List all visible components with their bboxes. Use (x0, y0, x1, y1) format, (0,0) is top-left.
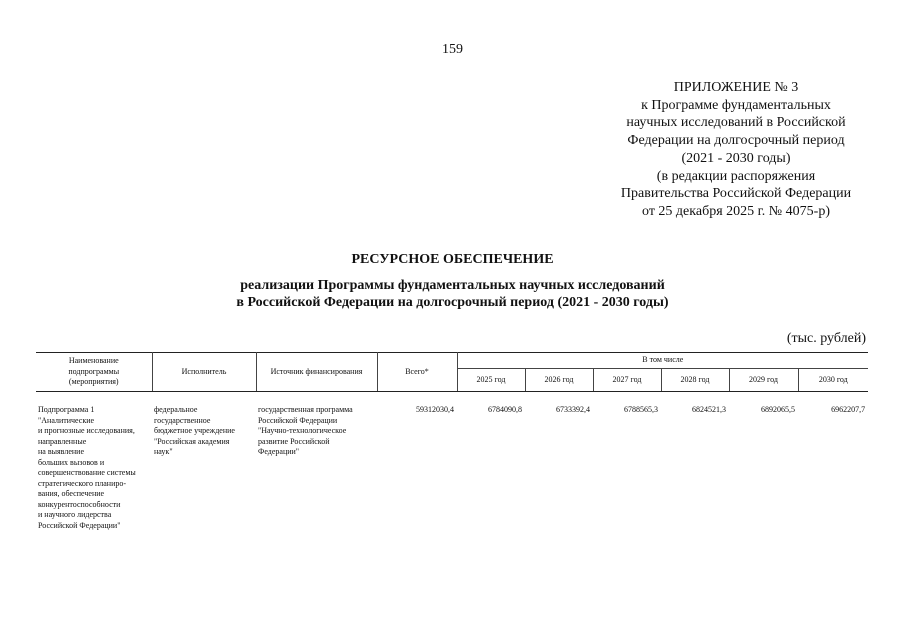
page-number: 159 (442, 42, 463, 57)
appendix-line: ПРИЛОЖЕНИЕ № 3 (673, 80, 799, 95)
cell-line: "Аналитические (38, 415, 95, 425)
cell-line: федеральное (154, 405, 198, 414)
resource-table (36, 352, 868, 531)
cell-line: государственная программа (258, 405, 353, 414)
cell-line: вания, обеспечение (38, 489, 105, 498)
header-year: 2029 год (729, 369, 798, 392)
header-year: 2030 год (798, 369, 868, 392)
units-label: (тыс. рублей) (786, 331, 866, 346)
header-total: Всего* (377, 353, 457, 392)
cell-line: Российской Федерации (258, 415, 338, 425)
cell-line: и прогнозные исследования, (38, 426, 135, 435)
table-row (36, 392, 868, 532)
appendix-line: Правительства Российской Федерации (620, 186, 852, 202)
appendix-line: (2021 - 2030 годы) (681, 150, 791, 166)
header-year: 2028 год (661, 369, 729, 392)
appendix-block (598, 79, 874, 221)
header-executor: Исполнитель (152, 353, 256, 392)
cell-line: бюджетное учреждение (154, 426, 235, 435)
cell-line: и научного лидерства (38, 510, 112, 519)
appendix-line: (в редакции распоряжения (656, 168, 816, 184)
cell-line: Российской Федерации" (38, 520, 121, 530)
appendix-line: Федерации на долгосрочный период (627, 133, 845, 149)
appendix-line: от 25 декабря 2025 г. № 4075-р) (642, 203, 830, 219)
subtitle-line: реализации Программы фундаментальных научных исследований (240, 278, 665, 293)
cell-line: больших вызовов и (38, 457, 105, 467)
cell-line: наук" (154, 447, 173, 456)
cell-line: стратегического планиро- (38, 478, 127, 488)
cell-source (256, 392, 377, 532)
cell-year-value: 6962207,7 (831, 405, 866, 414)
cell-line: государственное (154, 415, 211, 425)
funding-table (36, 352, 868, 531)
cell-line: совершенствование системы (38, 468, 136, 477)
header-name (36, 353, 152, 392)
cell-year-value: 6784090,8 (488, 405, 522, 414)
cell-year-value: 6824521,3 (692, 405, 726, 414)
appendix-line: к Программе фундаментальных (641, 97, 831, 113)
header-name-line: (мероприятия) (68, 377, 119, 387)
document-title: РЕСУРСНОЕ ОБЕСПЕЧЕНИЕ (351, 252, 554, 267)
cell-line: "Российская академия (154, 436, 230, 446)
header-year: 2027 год (593, 369, 661, 392)
cell-line: на выявление (38, 447, 84, 456)
header-name-line: подпрограммы (68, 366, 120, 376)
header-year: 2026 год (525, 369, 593, 392)
document-subtitle (0, 277, 905, 311)
cell-year-value: 6892065,5 (761, 405, 795, 414)
cell-subprogram-name (36, 392, 152, 532)
subtitle-line: в Российской Федерации на долгосрочный период (2021 - 2030 годы) (236, 295, 669, 310)
header-including: В том числе (457, 353, 868, 369)
cell-total: 59312030,4 (416, 405, 454, 414)
cell-year-value: 6788565,3 (624, 405, 658, 414)
cell-line: "Научно-технологическое (258, 426, 347, 435)
cell-year-value: 6733392,4 (556, 405, 590, 414)
cell-line: Федерации" (258, 447, 300, 456)
cell-line: конкурентоспособности (38, 499, 121, 509)
header-source: Источник финансирования (256, 353, 377, 392)
appendix-line: научных исследований в Российской (626, 115, 846, 131)
header-name-line: Наименование (68, 356, 119, 366)
cell-line: Подпрограмма 1 (38, 405, 95, 414)
cell-executor (152, 392, 256, 532)
cell-line: направленные (38, 436, 87, 446)
header-year: 2025 год (457, 369, 525, 392)
cell-line: развитие Российской (258, 436, 330, 446)
